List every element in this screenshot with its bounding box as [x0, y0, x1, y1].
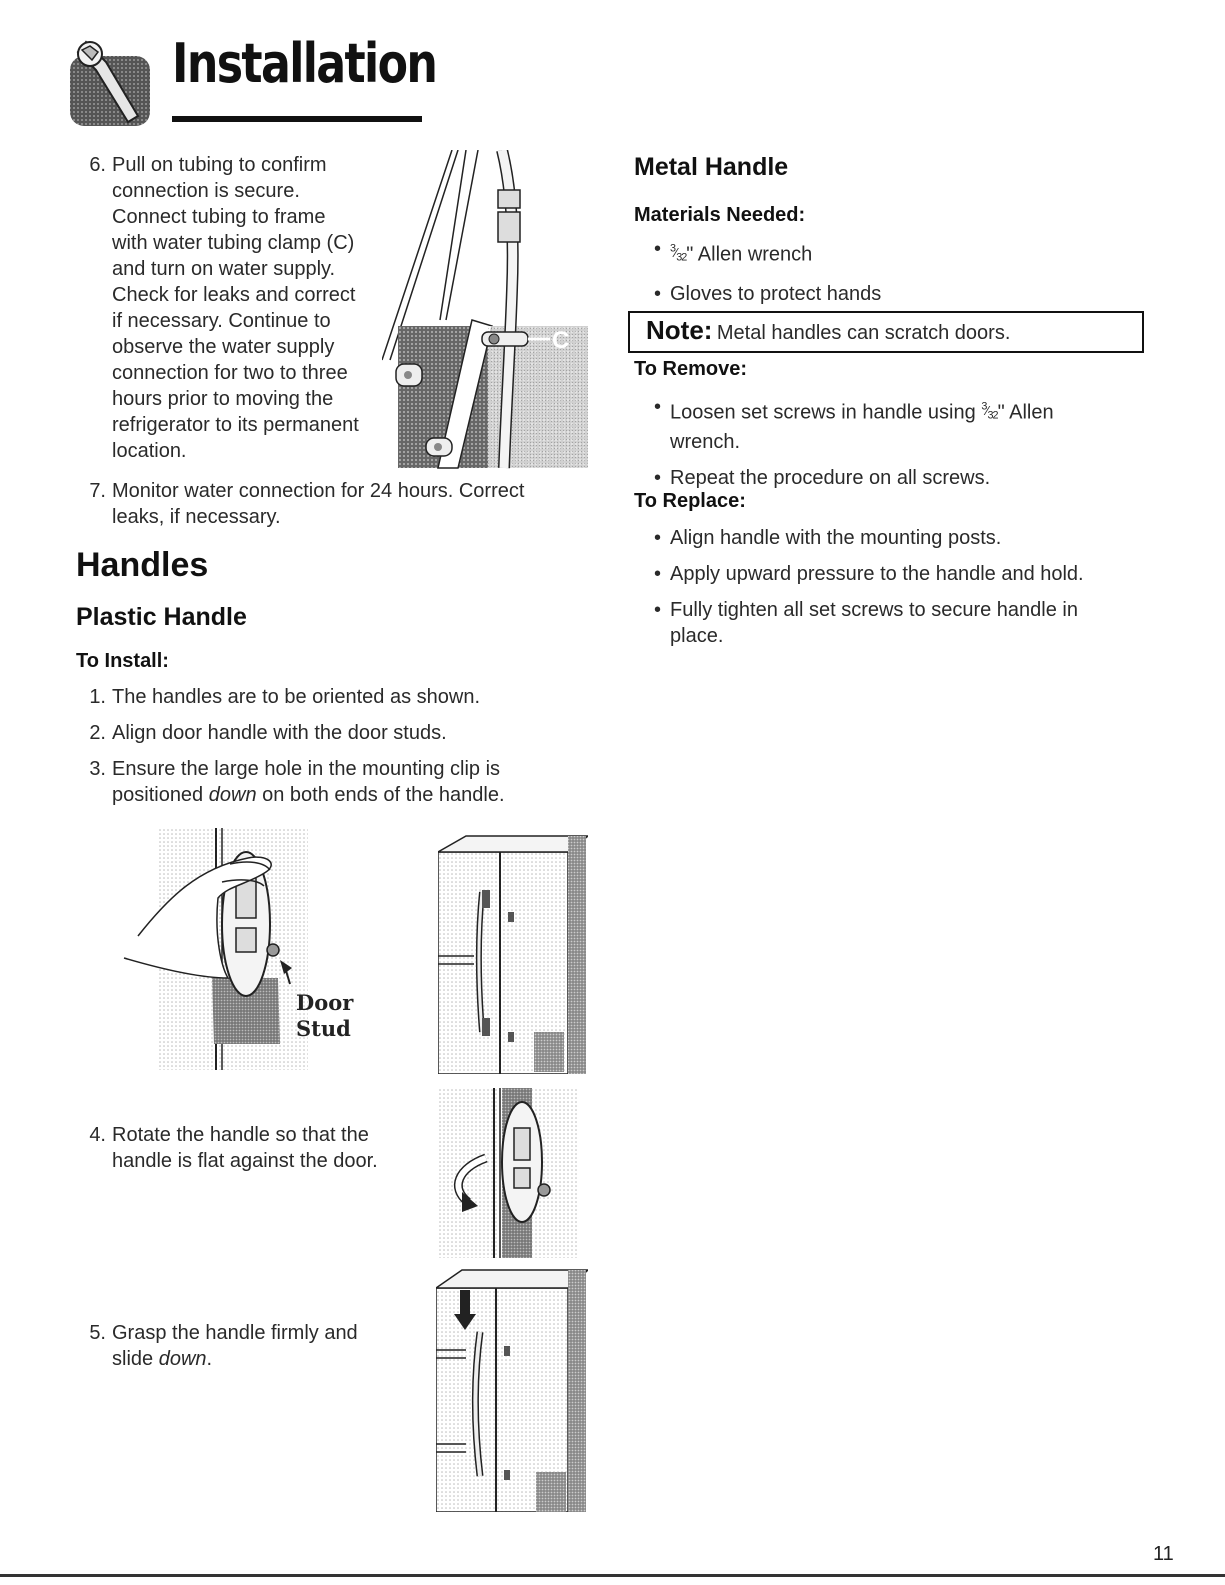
step-4	[76, 1122, 396, 1174]
step-number: 3.	[89, 758, 106, 780]
note-label: Note:	[646, 315, 713, 345]
step-line: refrigerator to its permanent	[112, 414, 359, 436]
text-run: place.	[670, 625, 724, 647]
step-line: Pull on tubing to confirm	[112, 154, 327, 176]
rotate-handle-illustration	[438, 1088, 578, 1258]
clamp-label-c: C	[552, 327, 570, 354]
step-line: Connect tubing to frame	[112, 206, 326, 228]
fraction: $^3⁄_{32}$	[981, 401, 998, 422]
metal-handle-heading: Metal Handle	[634, 153, 789, 181]
step-number: 7.	[89, 480, 106, 502]
list-item	[648, 394, 1128, 455]
text-run: " Allen wrench	[686, 243, 813, 266]
emphasis: down	[208, 784, 257, 806]
step-line: Align door handle with the door studs.	[112, 722, 447, 744]
list-item: • Apply upward pressure to the handle and hold.	[648, 561, 1128, 587]
step-number: 6.	[89, 154, 106, 176]
handles-heading: Handles	[76, 546, 209, 584]
text-run: positioned	[112, 784, 209, 806]
text-run: .	[206, 1348, 213, 1370]
install-steps	[76, 684, 616, 808]
step-line	[112, 782, 616, 808]
step-line: Check for leaks and correct	[112, 284, 356, 306]
step-line: Monitor water connection for 24 hours. Correct	[112, 480, 525, 502]
text-run: slide	[112, 1348, 159, 1370]
text-run: " Allen	[997, 401, 1054, 424]
step-line: connection is secure.	[112, 180, 300, 202]
list-item: • Align handle with the mounting posts.	[648, 525, 1128, 551]
step-5	[76, 1320, 396, 1372]
step-line: The handles are to be oriented as shown.	[112, 686, 481, 708]
step-number: 2.	[89, 722, 106, 744]
fraction-numerator: 3	[670, 243, 676, 255]
text-run: Fully tighten all set screws to secure handle in	[670, 599, 1078, 621]
remove-list	[648, 394, 1128, 501]
step-number: 5.	[89, 1322, 106, 1344]
step-line: handle is flat against the door.	[112, 1150, 378, 1172]
to-remove-heading: To Remove:	[634, 358, 747, 380]
tubing-clamp-illustration	[382, 150, 592, 472]
text-run: on both ends of the handle.	[256, 784, 505, 806]
step-line: and turn on water supply.	[112, 258, 336, 280]
list-item	[648, 236, 1128, 271]
step-line: location.	[112, 440, 187, 462]
list-item: • Gloves to protect hands	[648, 281, 1128, 307]
plastic-handle-heading: Plastic Handle	[76, 603, 247, 631]
page-number: 11	[1153, 1543, 1174, 1565]
page-title: Installation	[172, 32, 437, 95]
fraction-denominator: 32	[676, 251, 687, 264]
note-box	[628, 311, 1144, 353]
text-run: Loosen set screws in handle using	[670, 401, 982, 424]
fraction-denominator: 32	[987, 409, 998, 422]
to-install-heading: To Install:	[76, 650, 169, 672]
materials-list	[648, 236, 1128, 317]
step-line: hours prior to moving the	[112, 388, 334, 410]
step-line	[112, 1346, 396, 1372]
materials-heading: Materials Needed:	[634, 204, 806, 226]
note-text: Metal handles can scratch doors.	[716, 322, 1011, 344]
fraction-numerator: 3	[981, 401, 987, 413]
door-stud-label-line1: Door	[296, 990, 354, 1015]
emphasis: down	[158, 1348, 207, 1370]
step-line: Grasp the handle firmly and	[112, 1322, 358, 1344]
step-line: leaks, if necessary.	[112, 506, 281, 528]
step-6	[76, 152, 376, 464]
step-line: Rotate the handle so that the	[112, 1124, 369, 1146]
step-line: observe the water supply	[112, 336, 335, 358]
to-replace-heading: To Replace:	[634, 490, 746, 512]
list-item	[648, 597, 1128, 649]
step-number: 4.	[89, 1124, 106, 1146]
list-item: • Repeat the procedure on all screws.	[648, 465, 1128, 491]
replace-list	[648, 525, 1128, 659]
step-7	[76, 478, 616, 530]
step-line: Ensure the large hole in the mounting clip is	[112, 758, 501, 780]
step-line: connection for two to three	[112, 362, 348, 384]
step-line: with water tubing clamp (C)	[112, 232, 355, 254]
step-number: 1.	[89, 686, 106, 708]
slide-handle-illustration	[436, 1266, 588, 1512]
wrench-icon	[68, 38, 152, 128]
bottom-rule	[0, 1574, 1225, 1577]
text-run: wrench.	[670, 430, 741, 453]
title-underline	[172, 116, 422, 122]
door-stud-illustration	[118, 828, 378, 1070]
step-line: if necessary. Continue to	[112, 310, 331, 332]
door-stud-label-line2: Stud	[296, 1016, 351, 1041]
handle-orientation-illustration	[438, 832, 588, 1074]
fraction: $^3⁄_{32}$	[670, 243, 687, 264]
